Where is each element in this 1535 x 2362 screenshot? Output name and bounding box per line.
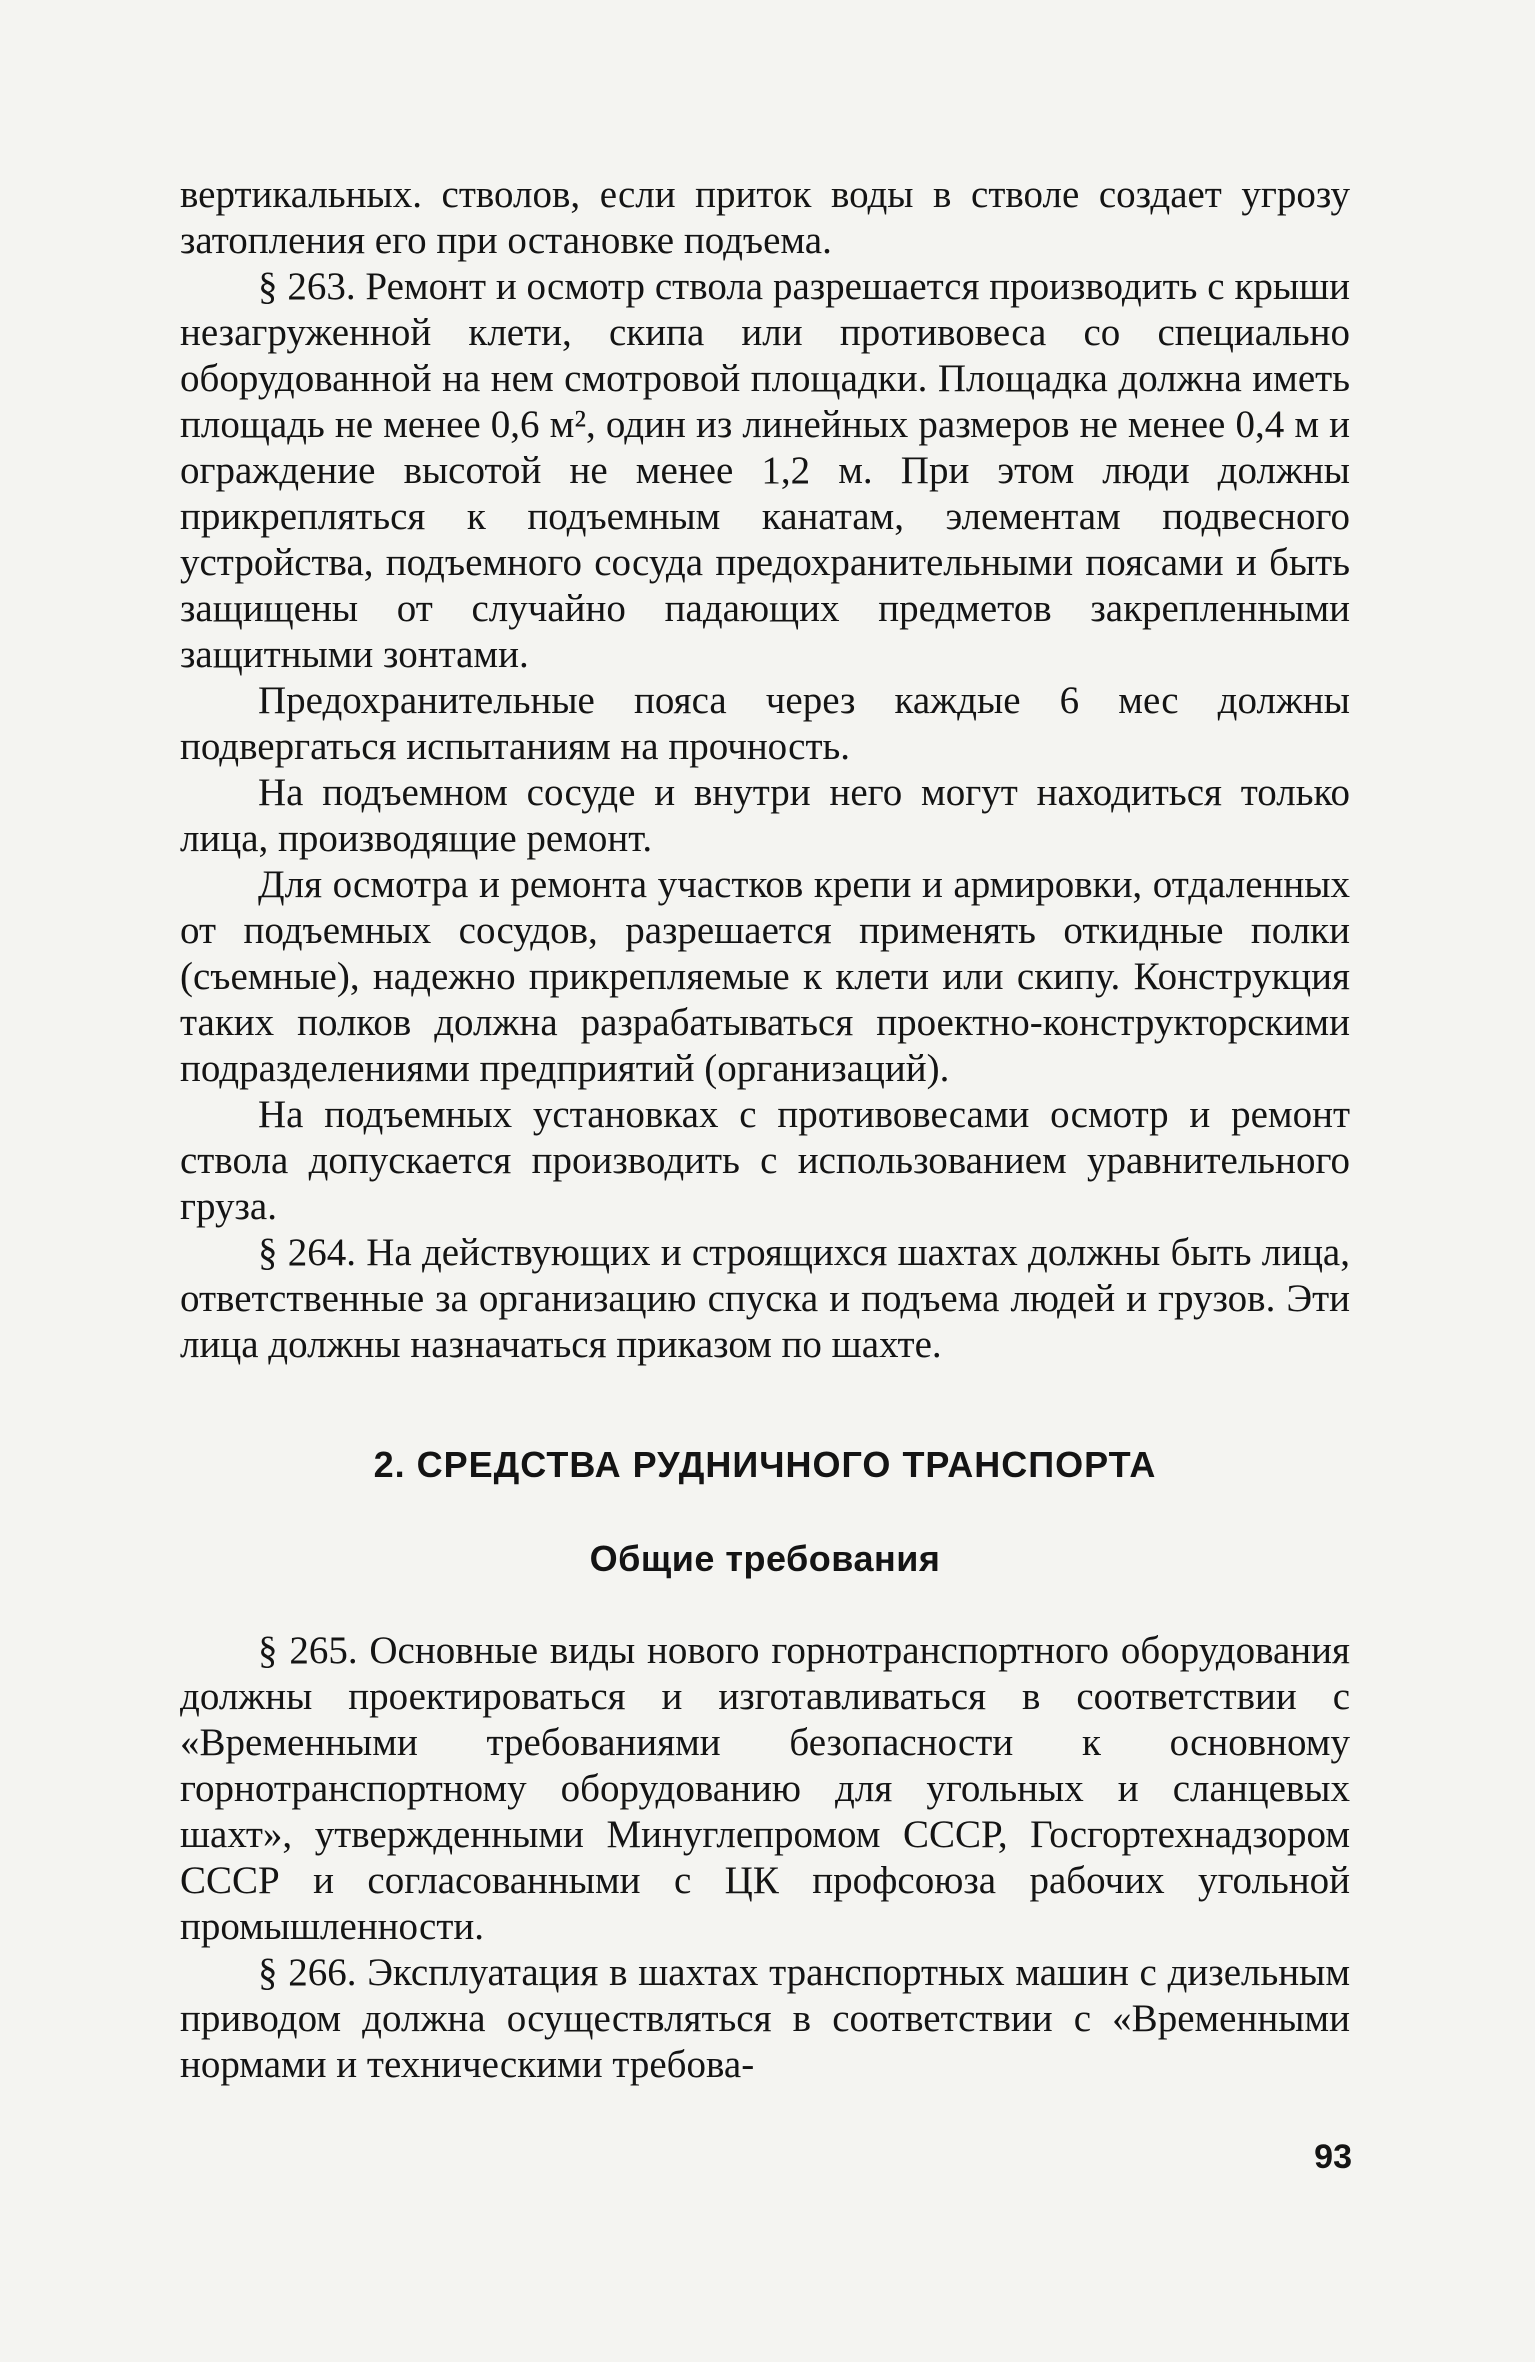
paragraph-folding-shelves: Для осмотра и ремонта участков крепи и армировки, отдаленных от подъемных сосудов, разрешается применять откидные полки (съемные), надежно прикрепляемые к клети или скипу. Конструкция таких полков должна разрабатываться проектно-конструкторскими подразделениями предприятий (организаций). bbox=[180, 863, 1350, 1090]
page-number: 93 bbox=[1314, 2138, 1352, 2176]
paragraph-safety-belts: Предохранительные пояса через каждые 6 мес должны подвергаться испытаниям на прочность. bbox=[180, 679, 1350, 768]
subsection-title: Общие требования bbox=[589, 1538, 941, 1579]
section-title: 2. СРЕДСТВА РУДНИЧНОГО ТРАНСПОРТА bbox=[373, 1444, 1157, 1485]
paragraph-counterweights: На подъемных установках с противовесами осмотр и ремонт ствола допускается производить с использованием уравнительного груза. bbox=[180, 1093, 1350, 1228]
paragraph-263: § 263. Ремонт и осмотр ствола разрешается производить с крыши незагруженной клети, скипа или противовеса со специально оборудованной на нем смотровой площадки. Площадка должна иметь площадь не менее 0,6 м², один из линейных размеров не менее 0,4 м и ограждение высотой не менее 1,2 м. При этом люди должны прикрепляться к подъемным канатам, элементам подвесного устройства, подъемного сосуда предохранительными поясами и быть защищены от случайно падающих предметов закрепленными защитными зонтами. bbox=[180, 265, 1350, 676]
document-page bbox=[180, 172, 1350, 2088]
paragraph-hoisting-vessel: На подъемном сосуде и внутри него могут находиться только лица, производящие ремонт. bbox=[180, 771, 1350, 860]
paragraph-266: § 266. Эксплуатация в шахтах транспортных машин с дизельным приводом должна осуществляться в соответствии с «Временными нормами и техническими требова- bbox=[180, 1951, 1350, 2086]
paragraph-265: § 265. Основные виды нового горнотранспортного оборудования должны проектироваться и изготавливаться в соответствии с «Временными требованиями безопасности к основному горнотранспортному оборудованию для угольных и сланцевых шахт», утвержденными Минуглепромом СССР, Госгортехнадзором СССР и согласованными с ЦК профсоюза рабочих угольной промышленности. bbox=[180, 1629, 1350, 1948]
paragraph-264: § 264. На действующих и строящихся шахтах должны быть лица, ответственные за организацию спуска и подъема людей и грузов. Эти лица должны назначаться приказом по шахте. bbox=[180, 1231, 1350, 1366]
paragraph-continuation: вертикальных. стволов, если приток воды в стволе создает угрозу затопления его при остановке подъема. bbox=[180, 173, 1350, 262]
